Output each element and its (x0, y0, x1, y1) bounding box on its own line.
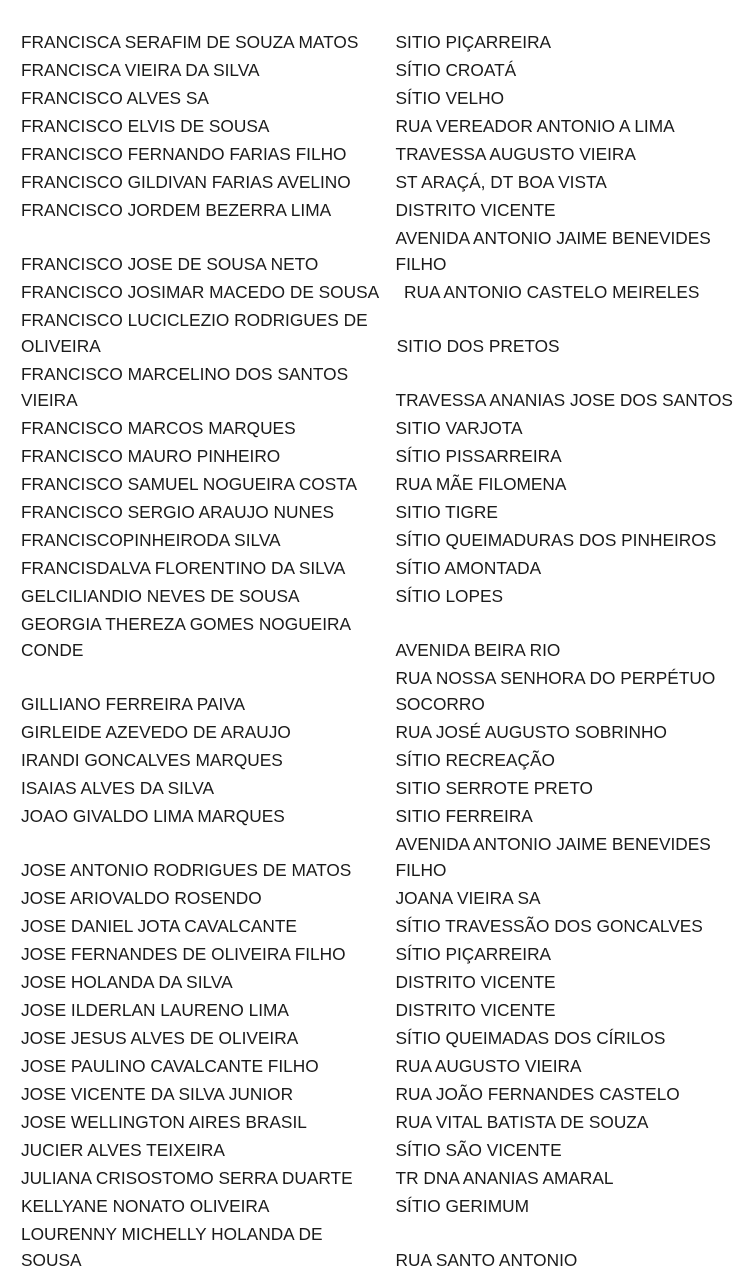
person-name-line: FRANCISCA SERAFIM DE SOUZA MATOS (21, 32, 359, 52)
address-line: SÍTIO QUEIMADAS DOS CÍRILOS (395, 1028, 666, 1048)
list-row (0, 169, 742, 195)
address-line: ST ARAÇÁ, DT BOA VISTA (395, 172, 607, 192)
person-name-line: GEORGIA THEREZA GOMES NOGUEIRA (21, 614, 352, 634)
address (396, 527, 742, 553)
address (396, 1053, 742, 1079)
address-line: DISTRITO VICENTE (395, 200, 556, 220)
list-row (0, 415, 742, 441)
list-row (0, 913, 742, 939)
list-row (0, 1053, 742, 1079)
person-name-line: JOSE WELLINGTON AIRES BRASIL (21, 1112, 307, 1132)
list-row (0, 361, 742, 413)
person-name-line: FRANCISCO SERGIO ARAUJO NUNES (21, 502, 335, 522)
address (396, 225, 742, 277)
address (396, 471, 742, 497)
list-row (0, 969, 742, 995)
address (396, 1025, 742, 1051)
address-line: RUA MÃE FILOMENA (395, 474, 567, 494)
address-line: SITIO SERROTE PRETO (395, 778, 594, 798)
person-name-line: JOSE FERNANDES DE OLIVEIRA FILHO (21, 944, 346, 964)
person-name-line: JOSE VICENTE DA SILVA JUNIOR (21, 1084, 294, 1104)
person-name-line: JOAO GIVALDO LIMA MARQUES (21, 806, 285, 826)
person-name (21, 611, 375, 663)
list-row (0, 611, 742, 663)
list-row (0, 527, 742, 553)
person-name (21, 141, 375, 167)
person-name-line: GELCILIANDIO NEVES DE SOUSA (21, 586, 300, 606)
address (396, 1137, 742, 1163)
person-name (21, 1137, 375, 1163)
address (396, 29, 742, 55)
address (396, 719, 742, 745)
address (396, 913, 742, 939)
person-name (21, 197, 375, 223)
person-name-line: JOSE DANIEL JOTA CAVALCANTE (21, 916, 297, 936)
person-name-line: LOURENNY MICHELLY HOLANDA DE (21, 1224, 323, 1244)
address-line: RUA VEREADOR ANTONIO A LIMA (395, 116, 675, 136)
address (396, 443, 742, 469)
address (396, 85, 742, 111)
list-row (0, 1081, 742, 1107)
address (396, 1193, 742, 1219)
person-name (21, 969, 375, 995)
address-line: SITIO DOS PRETOS (396, 336, 560, 356)
person-name-line: FRANCISCO ALVES SA (21, 88, 209, 108)
address-line: SÍTIO QUEIMADURAS DOS PINHEIROS (395, 530, 717, 550)
address-line: DISTRITO VICENTE (395, 1000, 556, 1020)
person-name (21, 169, 375, 195)
address-line: SITIO FERREIRA (395, 806, 533, 826)
person-name-line: JOSE HOLANDA DA SILVA (21, 972, 233, 992)
list-row (0, 803, 742, 829)
list-row (0, 279, 742, 305)
person-name (21, 803, 375, 829)
address-line: RUA SANTO ANTONIO (395, 1250, 578, 1270)
list-row (0, 471, 742, 497)
person-name (21, 307, 376, 359)
address-line: SÍTIO PIÇARREIRA (395, 944, 552, 964)
person-name (21, 29, 375, 55)
address-line: SITIO TIGRE (395, 502, 498, 522)
address (396, 169, 742, 195)
address (396, 747, 742, 773)
address-line: FILHO (395, 860, 447, 880)
person-name-line: FRANCISCO MAURO PINHEIRO (21, 446, 281, 466)
person-name-line: IRANDI GONCALVES MARQUES (21, 750, 283, 770)
person-name (21, 555, 375, 581)
address-line: SÍTIO CROATÁ (395, 60, 517, 80)
person-name (21, 1081, 375, 1107)
list-row (0, 831, 742, 883)
address-line: TRAVESSA ANANIAS JOSE DOS SANTOS (395, 390, 733, 410)
address (396, 997, 742, 1023)
address (396, 499, 742, 525)
person-name-line: FRANCISCOPINHEIRODA SILVA (21, 530, 281, 550)
person-name-line: FRANCISCO MARCOS MARQUES (21, 418, 296, 438)
address-line: SOCORRO (395, 694, 485, 714)
list-row (0, 499, 742, 525)
person-name-line: KELLYANE NONATO OLIVEIRA (21, 1196, 270, 1216)
person-name (21, 279, 383, 305)
address (396, 803, 742, 829)
address (396, 969, 742, 995)
person-name-line: JUCIER ALVES TEIXEIRA (21, 1140, 225, 1160)
list-row (0, 1221, 742, 1273)
person-name (21, 1221, 375, 1273)
person-name (21, 719, 375, 745)
list-row (0, 885, 742, 911)
list-row (0, 941, 742, 967)
person-name-line: JULIANA CRISOSTOMO SERRA DUARTE (21, 1168, 353, 1188)
person-name (21, 913, 375, 939)
list-row (0, 747, 742, 773)
person-name (21, 1025, 375, 1051)
list-row (0, 719, 742, 745)
list-row (0, 1109, 742, 1135)
address (396, 831, 742, 883)
person-name-line: JOSE PAULINO CAVALCANTE FILHO (21, 1056, 319, 1076)
address (396, 415, 742, 441)
address-line: SÍTIO SÃO VICENTE (395, 1140, 562, 1160)
list-row (0, 555, 742, 581)
address (396, 141, 742, 167)
person-name (21, 251, 375, 277)
person-name (21, 1109, 375, 1135)
person-name-line: GIRLEIDE AZEVEDO DE ARAUJO (21, 722, 291, 742)
address-line: SÍTIO LOPES (395, 586, 504, 606)
person-name-line: FRANCISCO LUCICLEZIO RODRIGUES DE (21, 310, 368, 330)
list-row (0, 443, 742, 469)
person-name (21, 443, 375, 469)
list-row (0, 141, 742, 167)
address-line: SÍTIO RECREAÇÃO (395, 750, 555, 770)
person-name (21, 57, 375, 83)
address-line: SÍTIO AMONTADA (395, 558, 542, 578)
person-name-line: VIEIRA (21, 390, 78, 410)
address-line: FILHO (395, 254, 447, 274)
person-name (21, 857, 375, 883)
address-line: SÍTIO GERIMUM (395, 1196, 529, 1216)
address (397, 333, 742, 359)
address (396, 57, 742, 83)
person-name-line: FRANCISCO GILDIVAN FARIAS AVELINO (21, 172, 351, 192)
person-name-line: FRANCISCA VIEIRA DA SILVA (21, 60, 260, 80)
address-line: AVENIDA BEIRA RIO (395, 640, 561, 660)
address-line: DISTRITO VICENTE (395, 972, 556, 992)
list-row (0, 1025, 742, 1051)
person-name-line: FRANCISCO ELVIS DE SOUSA (21, 116, 270, 136)
address-line: TR DNA ANANIAS AMARAL (395, 1168, 614, 1188)
list-row (0, 113, 742, 139)
address (396, 637, 742, 663)
person-name-line: FRANCISCO MARCELINO DOS SANTOS (21, 364, 349, 384)
address-line: AVENIDA ANTONIO JAIME BENEVIDES (395, 834, 711, 854)
address-line: SITIO PIÇARREIRA (395, 32, 552, 52)
list-row (0, 29, 742, 55)
person-name-line: FRANCISCO JOSIMAR MACEDO DE SOUSA (21, 282, 380, 302)
person-name-line: ISAIAS ALVES DA SILVA (21, 778, 215, 798)
person-name (21, 85, 375, 111)
address (396, 1109, 742, 1135)
address-line: RUA JOÃO FERNANDES CASTELO (395, 1084, 680, 1104)
address-line: RUA AUGUSTO VIEIRA (395, 1056, 582, 1076)
person-name-line: JOSE ANTONIO RODRIGUES DE MATOS (21, 860, 352, 880)
address (396, 1081, 742, 1107)
list-row (0, 85, 742, 111)
address-line: SÍTIO TRAVESSÃO DOS GONCALVES (395, 916, 703, 936)
list-row (0, 57, 742, 83)
person-name (21, 415, 375, 441)
list-row (0, 1165, 742, 1191)
person-name (21, 583, 375, 609)
list-row (0, 225, 742, 277)
list-row (0, 665, 742, 717)
person-name-line: FRANCISDALVA FLORENTINO DA SILVA (21, 558, 346, 578)
person-name-line: FRANCISCO FERNANDO FARIAS FILHO (21, 144, 347, 164)
address-line: SÍTIO VELHO (395, 88, 505, 108)
list-row (0, 583, 742, 609)
address (404, 279, 742, 305)
person-name-line: FRANCISCO JOSE DE SOUSA NETO (21, 254, 319, 274)
person-name (21, 1053, 375, 1079)
address-line: RUA NOSSA SENHORA DO PERPÉTUO (395, 668, 716, 688)
address (396, 885, 742, 911)
address (396, 665, 742, 717)
list-row (0, 997, 742, 1023)
person-name-line: JOSE ILDERLAN LAURENO LIMA (21, 1000, 289, 1020)
address (396, 583, 742, 609)
person-name (21, 941, 375, 967)
list-row (0, 197, 742, 223)
address-line: TRAVESSA AUGUSTO VIEIRA (395, 144, 636, 164)
address (396, 197, 742, 223)
address (396, 1165, 742, 1191)
list-row (0, 775, 742, 801)
person-name (21, 747, 375, 773)
list-row (0, 307, 742, 359)
address (396, 775, 742, 801)
person-name-line: OLIVEIRA (21, 336, 101, 356)
address-line: RUA VITAL BATISTA DE SOUZA (395, 1112, 649, 1132)
list-row (0, 1137, 742, 1163)
address (396, 113, 742, 139)
person-name (21, 691, 375, 717)
person-name (21, 775, 375, 801)
person-name-line: GILLIANO FERREIRA PAIVA (21, 694, 246, 714)
person-name-line: CONDE (21, 640, 84, 660)
address-line: JOANA VIEIRA SA (395, 888, 541, 908)
address-line: RUA JOSÉ AUGUSTO SOBRINHO (395, 722, 667, 742)
person-name (21, 997, 375, 1023)
person-name (21, 499, 375, 525)
person-name (21, 113, 375, 139)
person-name (21, 885, 375, 911)
address (396, 1247, 742, 1273)
person-name-line: JOSE JESUS ALVES DE OLIVEIRA (21, 1028, 299, 1048)
address-line: SÍTIO PISSARREIRA (395, 446, 562, 466)
person-name-line: FRANCISCO SAMUEL NOGUEIRA COSTA (21, 474, 358, 494)
list-row (0, 1193, 742, 1219)
address-line: AVENIDA ANTONIO JAIME BENEVIDES (395, 228, 711, 248)
address (396, 387, 742, 413)
person-name-line: SOUSA (21, 1250, 82, 1270)
person-name (21, 527, 375, 553)
person-name-line: FRANCISCO JORDEM BEZERRA LIMA (21, 200, 332, 220)
name-address-list (0, 29, 742, 1275)
address-line: RUA ANTONIO CASTELO MEIRELES (404, 282, 700, 302)
person-name (21, 361, 375, 413)
address (396, 555, 742, 581)
person-name-line: JOSE ARIOVALDO ROSENDO (21, 888, 262, 908)
address-line: SITIO VARJOTA (395, 418, 523, 438)
person-name (21, 1193, 375, 1219)
person-name (21, 1165, 375, 1191)
address (396, 941, 742, 967)
person-name (21, 471, 375, 497)
